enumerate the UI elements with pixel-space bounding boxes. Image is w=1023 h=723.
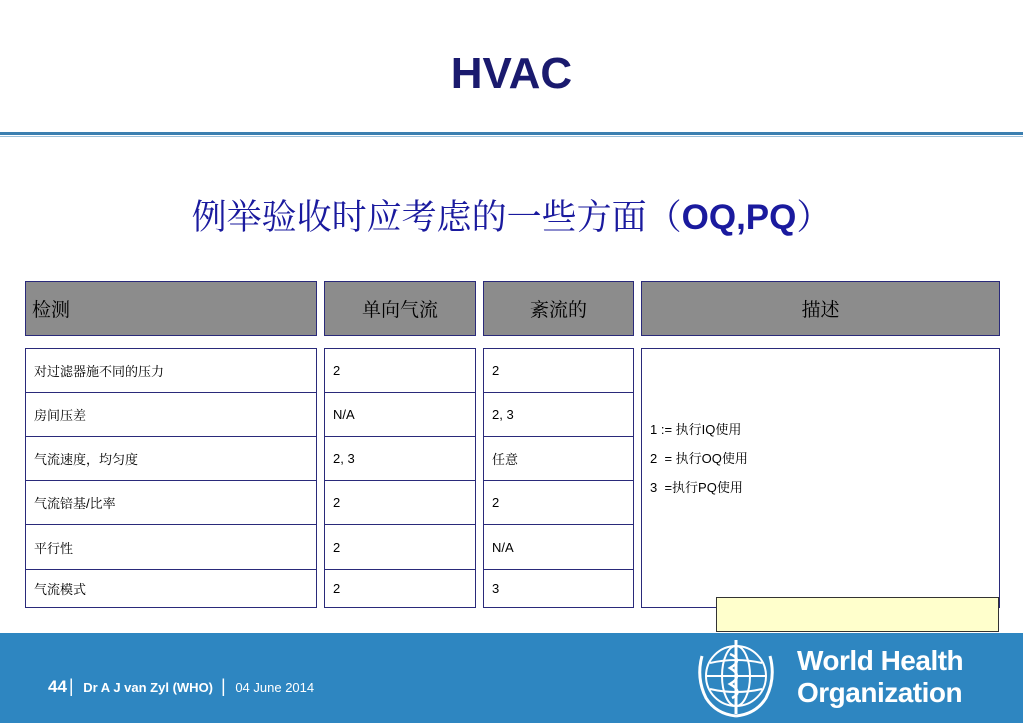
footer-author: Dr A J van Zyl (WHO): [83, 680, 214, 695]
table-cell-turbulent: 2: [483, 348, 634, 393]
header-unidirectional: 单向气流: [324, 281, 476, 336]
table-cell-test: 对过滤器施不同的压力: [25, 348, 317, 393]
who-wordmark: [797, 645, 963, 709]
footer-separator: |: [221, 676, 226, 696]
highlight-box: [716, 597, 999, 632]
table-cell-unidirectional: 2: [324, 569, 476, 608]
footer-date: 04 June 2014: [235, 680, 315, 695]
footer-info: [48, 676, 314, 697]
slide-title: HVAC: [450, 49, 573, 98]
who-emblem-icon: [694, 636, 778, 720]
table-cell-unidirectional: 2, 3: [324, 436, 476, 481]
page-number: 44: [48, 677, 67, 696]
legend-line-oq: 2 = 执行OQ使用: [650, 451, 748, 466]
header-test: 检测: [25, 281, 317, 336]
header-turbulent: 紊流的: [483, 281, 634, 336]
subtitle-chinese: 例举验收时应考虑的一些方面（: [191, 198, 682, 238]
table-cell-turbulent: N/A: [483, 524, 634, 570]
footer-separator: |: [68, 676, 74, 696]
subtitle-latin: OQ,PQ: [681, 198, 797, 237]
table-cell-unidirectional: 2: [324, 480, 476, 525]
table-cell-test: 平行性: [25, 524, 317, 570]
legend-line-iq: 1 := 执行IQ使用: [650, 422, 742, 437]
org-name-line1: World Health: [797, 645, 964, 676]
table-cell-test: 气流锫基/比率: [25, 480, 317, 525]
table-cell-test: 气流速度，均匀度: [25, 436, 317, 481]
table-cell-turbulent: 2, 3: [483, 392, 634, 437]
table-cell-turbulent: 任意: [483, 436, 634, 481]
org-name-line2: Organization: [797, 677, 963, 708]
description-cell: [641, 348, 1000, 608]
table-cell-unidirectional: N/A: [324, 392, 476, 437]
table-cell-test: 房间压差: [25, 392, 317, 437]
table-cell-unidirectional: 2: [324, 348, 476, 393]
table-cell-turbulent: 2: [483, 480, 634, 525]
legend-line-pq: 3 =执行PQ使用: [650, 480, 743, 495]
title-divider: [0, 132, 1023, 135]
slide-subtitle: [0, 196, 1023, 240]
title-divider-thin: [0, 136, 1023, 137]
header-description: 描述: [641, 281, 1000, 336]
subtitle-close: ）: [796, 198, 832, 238]
table-cell-turbulent: 3: [483, 569, 634, 608]
table-cell-test: 气流模式: [25, 569, 317, 608]
table-cell-unidirectional: 2: [324, 524, 476, 570]
